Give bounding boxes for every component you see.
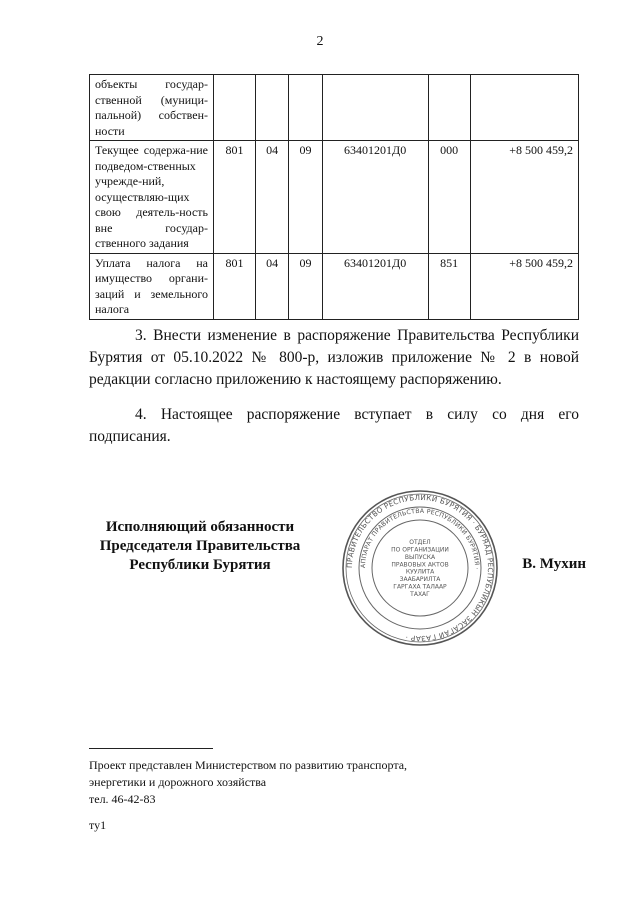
cell-ministry: 801 xyxy=(214,253,256,319)
paragraph-3 xyxy=(89,325,579,391)
footnote-divider xyxy=(89,748,213,749)
seal-outer-text: ПРАВИТЕЛЬСТВО РЕСПУБЛИКИ БУРЯТИЯ · БУРЯАД РЕСПУБЛИКЫН ЗАСАГАЙ ГАЗАР · xyxy=(344,492,496,644)
table-row xyxy=(90,75,579,141)
footnote xyxy=(89,757,509,808)
document-initials: ту1 xyxy=(89,818,107,832)
paragraph-3-text: 3. Внести изменение в распоряжение Правительства Республики Бурятия от 05.10.2022 № 800-р, изложив приложение № 2 в новой редакции согласно приложению к настоящему распоряжению. xyxy=(89,327,579,388)
signer-title-line-1: Исполняющий обязанности xyxy=(105,519,295,535)
cell-target: 63401201Д0 xyxy=(322,253,428,319)
cell-type: 851 xyxy=(428,253,470,319)
cell-section xyxy=(256,75,289,141)
paragraph-4-text: 4. Настоящее распоряжение вступает в силу со дня его подписания. xyxy=(89,406,579,445)
footnote-phone: тел. 46-42-83 xyxy=(89,792,156,806)
cell-amount: +8 500 459,2 xyxy=(470,141,578,254)
cell-section: 04 xyxy=(256,141,289,254)
cell-type xyxy=(428,75,470,141)
cell-name: объекты государ-ственной (муници-пальной) собствен-ности xyxy=(90,75,214,141)
signer-title-line-3: Республики Бурятия xyxy=(129,557,271,573)
signer-title xyxy=(80,518,320,575)
seal-center-line: ОТДЕЛ xyxy=(409,539,431,547)
seal-center-line: ПРАВОВЫХ АКТОВ xyxy=(391,561,449,569)
seal-center-line: ТАХАГ xyxy=(410,590,430,598)
paragraph-4 xyxy=(89,404,579,448)
footnote-line-2: энергетики и дорожного хозяйства xyxy=(89,775,267,789)
cell-type: 000 xyxy=(428,141,470,254)
seal-center-line: ЗААБАРИЛТА xyxy=(399,576,441,584)
cell-subsection: 09 xyxy=(289,141,322,254)
signer-name: В. Мухин xyxy=(522,556,586,572)
cell-ministry xyxy=(214,75,256,141)
signer-title-line-2: Председателя Правительства xyxy=(99,538,301,554)
seal-center-line: КУУЛИТА xyxy=(405,568,435,576)
table-row xyxy=(90,253,579,319)
official-seal-stamp xyxy=(340,488,500,648)
budget-table xyxy=(89,74,579,320)
cell-target xyxy=(322,75,428,141)
page-number: 2 xyxy=(316,34,324,49)
cell-amount xyxy=(470,75,578,141)
footnote-line-1: Проект представлен Министерством по развитию транспорта, xyxy=(89,758,408,772)
seal-center-line: ВЫПУСКА xyxy=(404,553,436,561)
seal-inner-text: АППАРАТ ПРАВИТЕЛЬСТВА РЕСПУБЛИКИ БУРЯТИЯ · xyxy=(359,507,481,570)
cell-name: Уплата налога на имущество органи-заций и земельного налога xyxy=(90,253,214,319)
cell-subsection: 09 xyxy=(289,253,322,319)
table-row xyxy=(90,141,579,254)
cell-subsection xyxy=(289,75,322,141)
cell-target: 63401201Д0 xyxy=(322,141,428,254)
seal-center-line: ГАРГАХА ТАЛААР xyxy=(393,583,447,591)
cell-section: 04 xyxy=(256,253,289,319)
cell-name: Текущее содержа-ние подведом-ственных учрежде-ний, осуществляю-щих свою деятель-ность вне государ-ственного задания xyxy=(90,141,214,254)
seal-center-line: ПО ОРГАНИЗАЦИИ xyxy=(391,546,449,554)
cell-amount: +8 500 459,2 xyxy=(470,253,578,319)
cell-ministry: 801 xyxy=(214,141,256,254)
